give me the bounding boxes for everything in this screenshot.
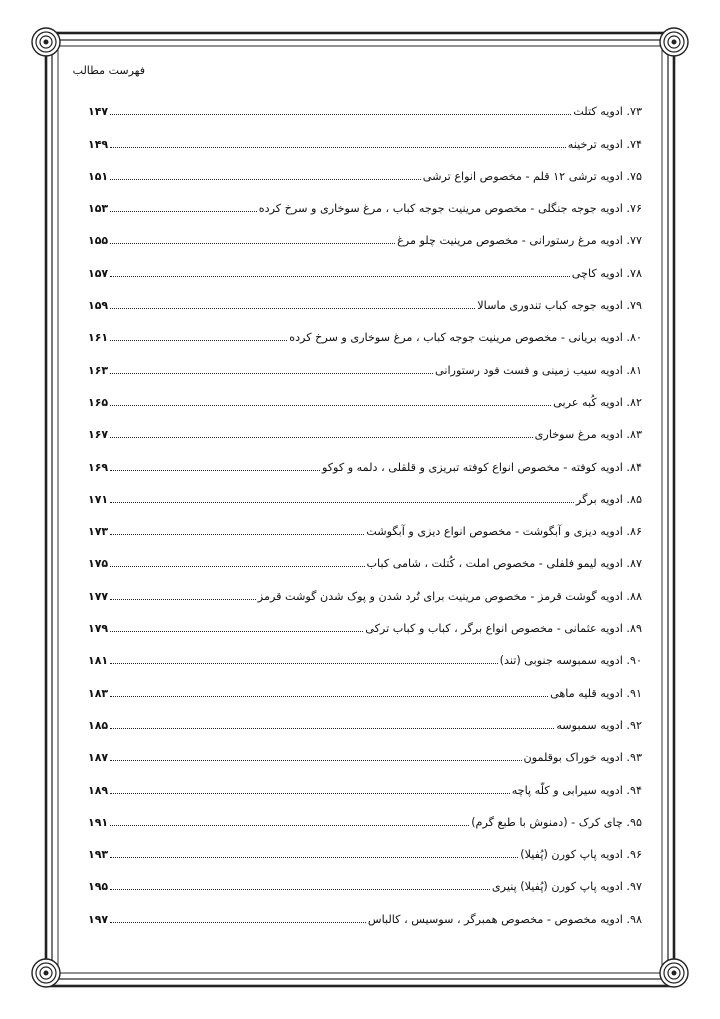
toc-dot-leader: [110, 757, 521, 761]
toc-dot-leader: [110, 434, 533, 438]
toc-dot-leader: [110, 660, 497, 664]
toc-dot-leader: [110, 467, 320, 471]
toc-entry-title: ۷۸. ادویه کاچی: [571, 266, 642, 280]
toc-entry[interactable]: [88, 377, 642, 409]
toc-entry-title: ۷۷. ادویه مرغ رستورانی - مخصوص مرینیت چلو مرغ: [397, 234, 642, 248]
toc-entry-title: ۹۸. ادویه مخصوص - مخصوص همبرگر ، سوسیس ، کالباس: [367, 912, 642, 926]
toc-dot-leader: [110, 305, 475, 309]
toc-entry-page: ۱۸۳: [88, 686, 109, 700]
toc-entry-page: ۱۷۳: [88, 525, 109, 539]
corner-ornament-top-left: [32, 28, 60, 56]
toc-entry-page: ۱۶۵: [88, 395, 109, 409]
toc-entry[interactable]: [88, 700, 642, 732]
toc-dot-leader: [110, 499, 574, 503]
toc-entry[interactable]: [88, 797, 642, 829]
toc-entry-page: ۱۵۷: [88, 266, 109, 280]
toc-entry-title: ۸۹. ادویه عثمانی - مخصوص انواع برگر ، کباب و کباب ترکی: [365, 622, 642, 636]
toc-entry[interactable]: [88, 570, 642, 602]
toc-dot-leader: [110, 628, 363, 632]
toc-entry-page: ۱۹۱: [88, 815, 109, 829]
toc-entry[interactable]: [88, 829, 642, 861]
toc-entry[interactable]: [88, 603, 642, 635]
toc-entry[interactable]: [88, 764, 642, 796]
toc-entry-page: ۱۴۹: [88, 137, 109, 151]
toc-entry[interactable]: [88, 409, 642, 441]
toc-entry-title: ۸۱. ادویه سیب زمینی و فست فود رستورانی: [435, 363, 642, 377]
toc-entry-page: ۱۶۹: [88, 460, 109, 474]
toc-entry-page: ۱۷۹: [88, 622, 109, 636]
toc-entry[interactable]: [88, 118, 642, 150]
toc-entry[interactable]: [88, 183, 642, 215]
toc-entry-title: ۹۶. ادویه پاپ کورن (پُفیلا): [520, 848, 642, 862]
toc-dot-leader: [110, 111, 571, 115]
toc-entry[interactable]: [88, 247, 642, 279]
toc-entry[interactable]: [88, 215, 642, 247]
toc-entry[interactable]: [88, 506, 642, 538]
toc-entry[interactable]: [88, 474, 642, 506]
toc-entry[interactable]: [88, 893, 642, 925]
toc-dot-leader: [110, 370, 433, 374]
toc-entry-page: ۱۵۵: [88, 234, 109, 248]
toc-entry-page: ۱۵۳: [88, 202, 109, 216]
toc-entry-title: ۹۳. ادویه خوراک بوقلمون: [523, 751, 642, 765]
toc-entry-title: ۷۹. ادویه جوجه کباب تندوری ماسالا: [477, 299, 642, 313]
toc-entry-title: ۸۸. ادویه گوشت قرمز - مخصوص مرینیت برای تُرد شدن و پوک شدن گوشت قرمز: [257, 589, 642, 603]
toc-entry-title: ۹۴. ادویه سیرابی و کلّه پاچه: [511, 783, 642, 797]
corner-ornament-top-right: [660, 28, 688, 56]
toc-dot-leader: [110, 822, 469, 826]
toc-dot-leader: [110, 208, 257, 212]
toc-dot-leader: [110, 531, 364, 535]
toc-entry-title: ۷۳. ادویه کتلت: [573, 105, 642, 119]
toc-entry[interactable]: [88, 441, 642, 473]
toc-dot-leader: [110, 273, 570, 277]
toc-entry[interactable]: [88, 344, 642, 376]
toc-dot-leader: [110, 176, 421, 180]
toc-dot-leader: [110, 854, 518, 858]
toc-dot-leader: [110, 402, 551, 406]
toc-entry-page: ۱۸۷: [88, 751, 109, 765]
corner-ornament-bottom-right: [660, 959, 688, 987]
toc-entry-page: ۱۶۷: [88, 428, 109, 442]
toc-entry-page: ۱۸۱: [88, 654, 109, 668]
toc-entry-page: ۱۹۵: [88, 880, 109, 894]
toc-dot-leader: [110, 240, 395, 244]
toc-entry[interactable]: [88, 732, 642, 764]
toc-entry-page: ۱۸۹: [88, 783, 109, 797]
toc-dot-leader: [110, 563, 364, 567]
toc-entry-title: ۸۲. ادویه کُبه عربی: [553, 395, 642, 409]
toc-entry-title: ۷۵. ادویه ترشی ۱۲ قلم - مخصوص انواع ترشی: [422, 169, 642, 183]
toc-entry-title: ۸۶. ادویه دیزی و آبگوشت - مخصوص انواع دیزی و آبگوشت: [366, 525, 642, 539]
toc-entry[interactable]: [88, 86, 642, 118]
toc-entry-title: ۹۲. ادویه سمبوسه: [556, 718, 642, 732]
toc-entry-title: ۹۷. ادویه پاپ کورن (پُفیلا) پنیری: [491, 880, 642, 894]
toc-entry[interactable]: [88, 151, 642, 183]
toc-entry-page: ۱۴۷: [88, 105, 109, 119]
toc-dot-leader: [110, 919, 366, 923]
toc-entry-title: ۹۰. ادویه سمبوسه جنوبی (تند): [499, 654, 642, 668]
toc-entry-title: ۸۷. ادویه لیمو فلفلی - مخصوص املت ، کُتلت ، شامی کباب: [366, 557, 642, 571]
toc-entry[interactable]: [88, 861, 642, 893]
toc-entry-page: ۱۹۷: [88, 912, 109, 926]
toc-dot-leader: [110, 886, 490, 890]
toc-entry-page: ۱۷۵: [88, 557, 109, 571]
toc-entry-title: ۸۳. ادویه مرغ سوخاری: [534, 428, 642, 442]
toc-dot-leader: [110, 596, 256, 600]
toc-entry-title: ۷۴. ادویه ترخینه: [567, 137, 642, 151]
toc-entry-title: ۹۱. ادویه قلیه ماهی: [550, 686, 642, 700]
toc-entry-title: ۸۰. ادویه بریانی - مخصوص مرینیت جوجه کباب ، مرغ سوخاری و سرخ کرده: [289, 331, 642, 345]
toc-entry-title: ۸۵. ادویه برگر: [575, 492, 642, 506]
toc-entry-page: ۱۵۱: [88, 169, 109, 183]
toc-dot-leader: [110, 144, 566, 148]
toc-dot-leader: [110, 337, 287, 341]
toc-entry-page: ۱۷۱: [88, 492, 109, 506]
toc-entry[interactable]: [88, 667, 642, 699]
toc-entry-title: ۷۶. ادویه جوجه جنگلی - مخصوص مرینیت جوجه کباب ، مرغ سوخاری و سرخ کرده: [258, 202, 642, 216]
corner-ornament-bottom-left: [32, 959, 60, 987]
toc-entry-page: ۱۸۵: [88, 718, 109, 732]
toc-entry[interactable]: [88, 538, 642, 570]
toc-dot-leader: [110, 725, 554, 729]
toc-entry-page: ۱۹۳: [88, 848, 109, 862]
toc-dot-leader: [110, 693, 548, 697]
toc-entry[interactable]: [88, 312, 642, 344]
page-title: فهرست مطالب: [72, 64, 145, 77]
toc-entry-page: ۱۵۹: [88, 299, 109, 313]
toc-entry-title: ۹۵. چای کرک - (دمنوش با طبع گرم): [471, 815, 642, 829]
toc-dot-leader: [110, 790, 510, 794]
toc-entry-title: ۸۴. ادویه کوفته - مخصوص انواع کوفته تبریزی و قلقلی ، دلمه و کوکو: [321, 460, 642, 474]
toc-entry-page: ۱۷۷: [88, 589, 109, 603]
toc-entry[interactable]: [88, 280, 642, 312]
toc-entry-page: ۱۶۱: [88, 331, 109, 345]
page-header: [0, 64, 720, 77]
table-of-contents: [88, 86, 642, 926]
toc-entry[interactable]: [88, 635, 642, 667]
toc-entry-page: ۱۶۳: [88, 363, 109, 377]
